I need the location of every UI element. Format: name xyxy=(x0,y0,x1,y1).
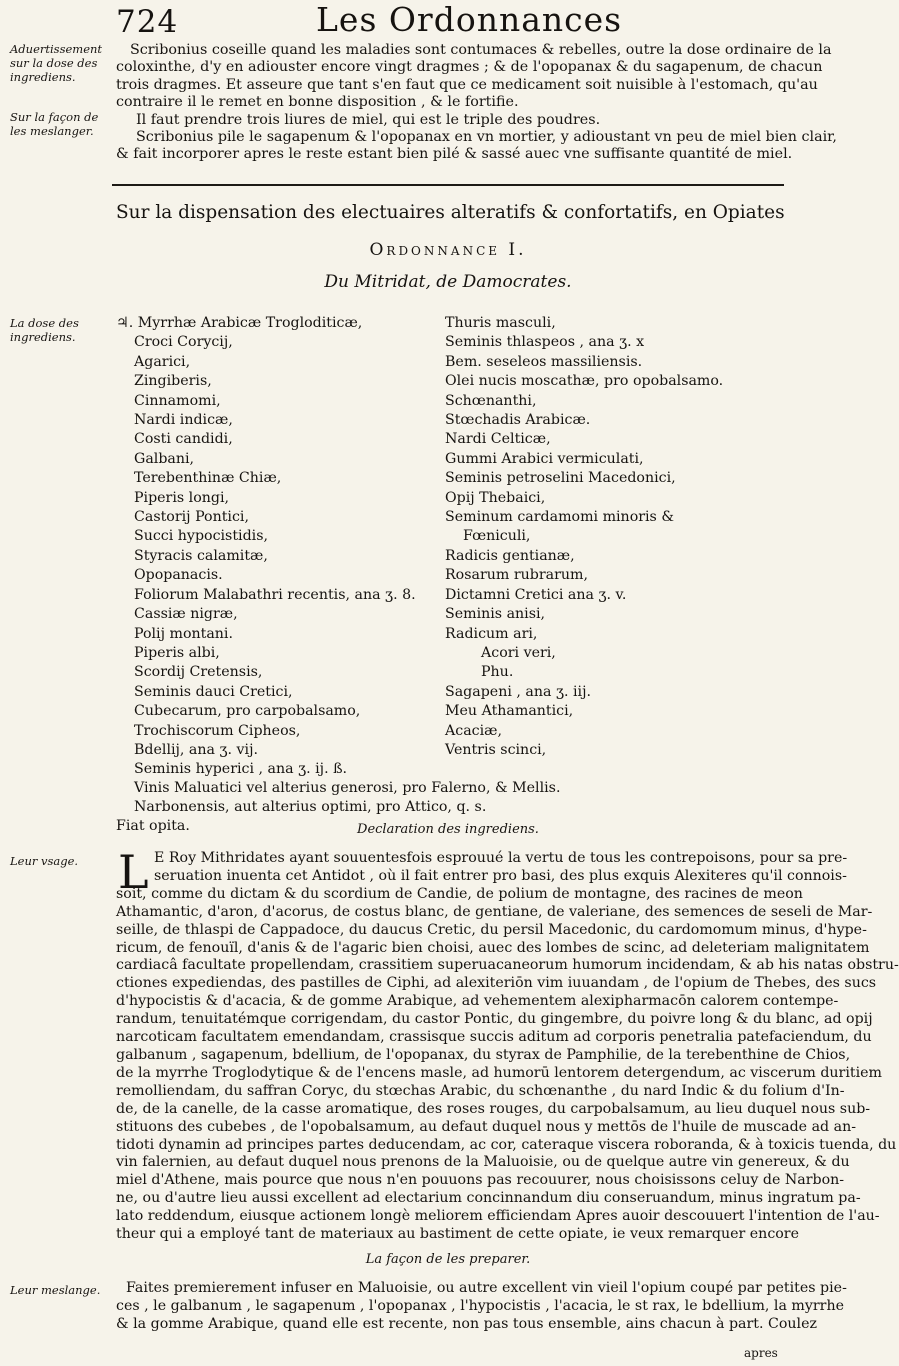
ingredients-left-column xyxy=(116,314,446,760)
text-line: lato reddendum, eiusque actionem longè meliorem efficiendam Apres auoir descouuert l'intention de l'au- xyxy=(116,1208,880,1225)
ingredient-line: Castorij Pontici, xyxy=(134,509,249,526)
ingredient-line: Cassiæ nigræ, xyxy=(134,606,238,623)
text-line: Scribonius coseille quand les maladies sont contumaces & rebelles, outre la dose ordinaire de la xyxy=(130,42,832,58)
text-line: Il faut prendre trois liures de miel, qui est le triple des poudres. xyxy=(136,111,601,128)
ingredient-line: Meu Athamantici, xyxy=(445,703,574,720)
ingredient-line: Phu. xyxy=(481,664,514,681)
text-line: seruation inuenta cet Antidot , où il fait entrer pro basi, des plus exquis Alexiteres qu'il connois- xyxy=(154,867,847,884)
ingredient-line: Ventris scinci, xyxy=(445,741,547,758)
ingredient-line: Schœnanthi, xyxy=(445,392,537,409)
text-line: coloxinthe, d'y en adiouster encore vingt dragmes ; & de l'opopanax & du sagapenum, de chacun xyxy=(116,59,823,76)
text-line: stituons des cubebes , de l'opobalsamum, au defaut duquel nous y mettōs de l'huile de muscade ad an- xyxy=(116,1118,857,1135)
ingredient-line: Styracis calamitæ, xyxy=(134,547,268,564)
ingredient-line: Scordij Cretensis, xyxy=(134,664,263,681)
ingredient-line: Foliorum Malabathri recentis, ana ʒ. 8. xyxy=(134,586,416,603)
section-rule xyxy=(112,184,784,186)
ingredient-line: Acaciæ, xyxy=(445,722,502,739)
ingredient-line: Seminis petroselini Macedonici, xyxy=(445,470,676,487)
text-line: ne, ou d'autre lieu aussi excellent ad electarium concinnandum diu conseruandum, minus ingratum pa- xyxy=(116,1190,861,1207)
ingredient-line: Narbonensis, aut alterius optimi, pro Attico, q. s. xyxy=(134,799,487,815)
preparation-subheading: La façon de les preparer. xyxy=(365,1252,531,1267)
ingredient-line: Piperis longi, xyxy=(134,489,230,506)
ingredient-line: Fœniculi, xyxy=(463,528,531,545)
ingredient-line: Olei nucis moscathæ, pro opobalsamo. xyxy=(445,373,724,390)
text-line: Scribonius pile le sagapenum & l'opopanax en vn mortier, y adioustant vn peu de miel bien clair, xyxy=(136,129,837,146)
ingredient-line: Nardi Celticæ, xyxy=(445,431,551,448)
ingredient-line: Seminum cardamomi minoris & xyxy=(445,509,674,526)
section-heading: Sur la dispensation des electuaires alteratifs & confortatifs, en Opiates xyxy=(116,202,785,223)
text-line: de, de la canelle, de la casse aromatique, des roses rouges, du carpobalsamum, au lieu duquel nous sub- xyxy=(116,1100,871,1117)
ingredient-line: Nardi indicæ, xyxy=(134,412,233,429)
ingredient-line: Cubecarum, pro carpobalsamo, xyxy=(134,703,361,720)
text-line: & la gomme Arabique, quand elle est recente, non pas tous ensemble, ains chacun à part. Coulez xyxy=(116,1315,817,1332)
ingredient-line: Agarici, xyxy=(134,353,191,370)
ingredient-line: Sagapeni , ana ʒ. iij. xyxy=(445,683,591,700)
text-line: d'hypocistis & d'acacia, & de gomme Arabique, ad vehementem alexipharmacōn calorem contempe- xyxy=(116,993,839,1010)
text-line: theur qui a employé tant de materiaux au bastiment de cette opiate, ie veux remarquer encore xyxy=(116,1226,799,1243)
text-line: Faites premierement infuser en Maluoisie, ou autre excellent vin vieil l'opium coupé par petites pie- xyxy=(126,1280,847,1296)
text-line: seille, de thlaspi de Cappadoce, du daucus Cretic, du persil Macedonic, du cardomomum minus, d'hype- xyxy=(116,921,867,938)
ingredient-line: Costi candidi, xyxy=(134,431,233,448)
ingredient-line: Polij montani. xyxy=(134,625,233,642)
text-line: soit, comme du dictam & du scordium de Candie, de polium de montagne, des racines de meon xyxy=(116,885,803,902)
declaration-subheading: Declaration des ingrediens. xyxy=(357,822,539,837)
top-paragraph xyxy=(116,42,837,164)
ingredient-line: Radicis gentianæ, xyxy=(445,547,575,564)
drop-cap: L xyxy=(118,845,149,899)
text-line: miel d'Athene, mais pource que nous n'en pouuons pas recouurer, nous choisissons celuy de Narbon- xyxy=(116,1172,845,1189)
text-line: cardiacâ facultate propellendam, crassitiem superuacaneorum humorum incidendam, & ab his natas obstru- xyxy=(116,957,899,974)
ingredient-line: Bem. seseleos massiliensis. xyxy=(445,353,643,370)
ingredient-line: Seminis anisi, xyxy=(445,606,546,623)
margin-note-meslanger: Sur la façon de les meslanger. xyxy=(10,110,99,138)
text-line: ctiones expediendas, des pastilles de Ciphi, ad alexiteriōn vim iuuandam , de l'opium de Thebes, des sucs xyxy=(116,975,877,992)
ingredient-line: Cinnamomi, xyxy=(134,392,221,409)
ingredient-line: Radicum ari, xyxy=(445,625,538,642)
running-title: Les Ordonnances xyxy=(316,0,623,39)
ingredient-line: ♃. Myrrhæ Arabicæ Trogloditicæ, xyxy=(116,315,363,331)
margin-note-meslange: Leur meslange. xyxy=(10,1283,101,1297)
margin-note-dose-ingrediens: La dose des ingrediens. xyxy=(10,316,79,344)
text-line: trois dragmes. Et asseure que tant s'en faut que ce medicament soit nuisible à l'estomach, qu'au xyxy=(116,76,818,93)
ingredient-line: Opopanacis. xyxy=(134,567,223,584)
ingredient-line: Opij Thebaici, xyxy=(445,489,546,506)
page-number: 724 xyxy=(116,4,179,40)
ingredient-line: Seminis hyperici , ana ʒ. ij. ß. xyxy=(134,761,348,777)
margin-note-dose: Aduertissement sur la dose des ingrediens. xyxy=(10,42,103,84)
recipe-subtitle: Du Mitridat, de Damocrates. xyxy=(324,272,572,292)
ingredient-line: Seminis thlaspeos , ana ʒ. x xyxy=(445,334,645,351)
text-line: tidoti dynamin ad principes partes deducendam, ac cor, cateraque viscera roboranda, & à toxicis tuenda, du xyxy=(116,1136,897,1153)
ingredient-line: Bdellij, ana ʒ. vij. xyxy=(134,741,258,758)
text-line: galbanum , sagapenum, bdellium, de l'opopanax, du styrax de Pamphilie, de la terebenthine de Chios, xyxy=(116,1046,851,1063)
ingredient-line: Rosarum rubrarum, xyxy=(445,567,588,584)
ingredient-line: Galbani, xyxy=(134,450,195,467)
recipe-closing: Fiat opita. xyxy=(116,818,190,834)
ingredient-line: Zingiberis, xyxy=(134,373,212,390)
catchword: apres xyxy=(744,1346,778,1360)
text-line: ces , le galbanum , le sagapenum , l'opopanax , l'hypocistis , l'acacia, le st rax, le bdellium, la myrrhe xyxy=(116,1297,844,1314)
margin-note-vsage: Leur vsage. xyxy=(10,854,79,868)
text-line: remolliendam, du saffran Coryc, du stœchas Arabic, du schœnanthe , du nard Indic & du folium d'In- xyxy=(116,1082,845,1099)
ingredient-line: Trochiscorum Cipheos, xyxy=(134,722,301,739)
text-line: narcoticam facultatem emendandam, crassisque succis aditum ad corporis penetralia patefaciendum, du xyxy=(116,1029,872,1046)
ingredient-line: Piperis albi, xyxy=(134,644,220,661)
ingredient-line: Dictamni Cretici ana ʒ. v. xyxy=(445,586,627,603)
ordonnance-heading: Ordonnance I. xyxy=(369,240,527,260)
preparation-paragraph xyxy=(116,1280,847,1334)
ingredient-line: Acori veri, xyxy=(481,644,556,661)
text-line: vin falernien, au defaut duquel nous prenons de la Maluoisie, ou de quelque autre vin genereux, & du xyxy=(116,1154,850,1171)
text-line: randum, tenuitatémque corrigendam, du castor Pontic, du gingembre, du poivre long & du blanc, ad opij xyxy=(116,1011,873,1028)
ingredient-line: Succi hypocistidis, xyxy=(134,528,268,545)
text-line: & fait incorporer apres le reste estant bien pilé & sassé auec vne suffisante quantité de miel. xyxy=(116,146,793,163)
text-line: Athamantic, d'aron, d'acorus, de costus blanc, de gentiane, de valeriane, des semences de seseli de Mar- xyxy=(116,903,873,920)
ingredient-line: Seminis dauci Cretici, xyxy=(134,683,293,700)
text-line: contraire il le remet en bonne disposition , & le fortifie. xyxy=(116,94,519,111)
ingredients-right-column xyxy=(445,314,785,760)
ingredient-line: Vinis Maluatici vel alterius generosi, pro Falerno, & Mellis. xyxy=(134,780,561,796)
text-line: E Roy Mithridates ayant souuentesfois esprouué la vertu de tous les contrepoisons, pour sa pre- xyxy=(154,850,848,866)
declaration-paragraph xyxy=(116,845,899,1244)
ingredient-line: Thuris masculi, xyxy=(445,315,556,331)
text-line: de la myrrhe Troglodytique & de l'encens masle, ad humorū lentorem detergendum, ac viscerum duritiem xyxy=(116,1064,882,1081)
ingredient-line: Terebenthinæ Chiæ, xyxy=(134,470,282,487)
ingredient-line: Croci Corycij, xyxy=(134,334,233,351)
ingredient-line: Stœchadis Arabicæ. xyxy=(445,412,591,429)
text-line: ricum, de fenouïl, d'anis & de l'agaric bien choisi, auec des lombes de scinc, ad deleteriam malignitatem xyxy=(116,939,870,956)
ingredient-line: Gummi Arabici vermiculati, xyxy=(445,450,644,467)
